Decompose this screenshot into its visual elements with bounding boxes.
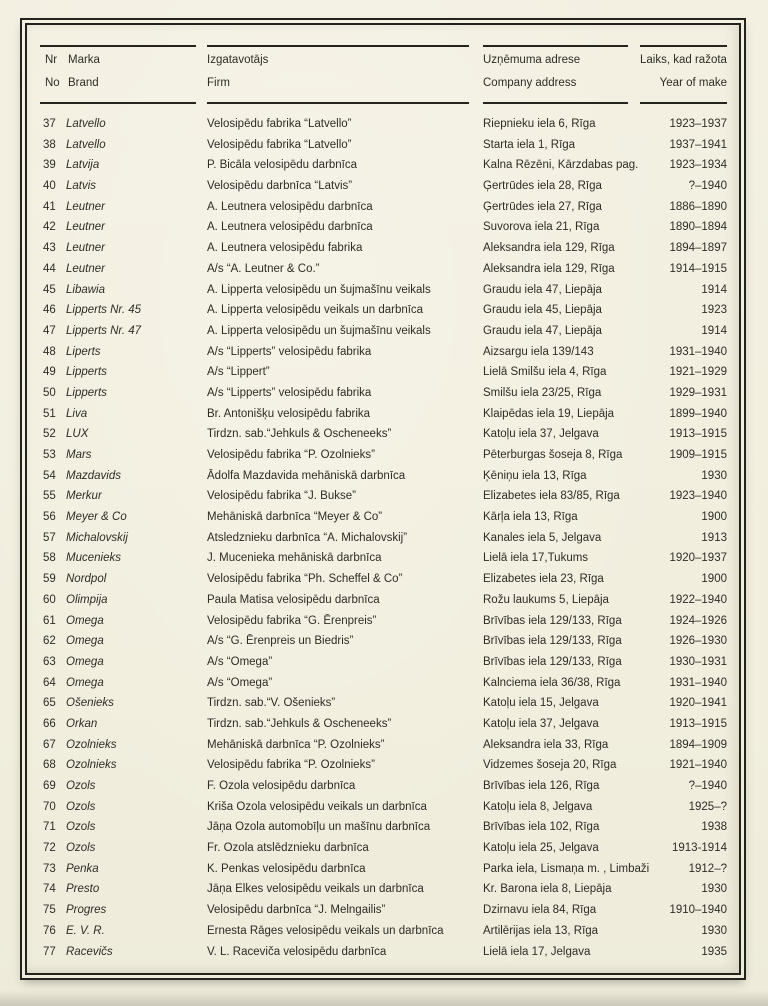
row-number: 76 xyxy=(43,924,56,937)
row-number: 62 xyxy=(43,635,56,648)
row-number: 49 xyxy=(43,366,56,379)
brand-cell: Omega xyxy=(66,635,104,648)
firm-cell: A. Lipperta velosipēdu un šujmašīnu veikals xyxy=(207,283,431,296)
address-cell: Kr. Barona iela 8, Liepāja xyxy=(483,883,612,896)
table-row xyxy=(0,342,768,363)
address-cell: Katoļu iela 8, Jelgava xyxy=(483,800,593,813)
table-row xyxy=(0,631,768,652)
table-row xyxy=(0,300,768,321)
brand-cell: Omega xyxy=(66,676,104,689)
years-cell: 1913-1914 xyxy=(672,842,727,855)
firm-cell: A. Lipperta velosipēdu un šujmašīnu veikals xyxy=(207,324,431,337)
years-cell: 1935 xyxy=(701,945,727,958)
firm-cell: A. Leutnera velosipēdu darbnīca xyxy=(207,221,373,234)
table-row xyxy=(0,755,768,776)
years-cell: ?–1940 xyxy=(688,780,727,792)
header-rule-bottom-year xyxy=(640,102,727,104)
firm-cell: Kriša Ozola velosipēdu veikals un darbnīca xyxy=(207,800,427,813)
table-row xyxy=(0,507,768,528)
brand-cell: Ozolnieks xyxy=(66,759,117,772)
address-cell: Klaipēdas iela 19, Liepāja xyxy=(483,407,615,420)
table-row xyxy=(0,197,768,218)
address-cell: Ķēniņu iela 13, Rīga xyxy=(483,469,587,482)
years-cell: ?–1940 xyxy=(688,180,727,193)
row-number: 66 xyxy=(43,717,56,730)
firm-cell: V. L. Raceviča velosipēdu darbnīca xyxy=(207,945,387,958)
firm-cell: Velosipēdu darbnīca “Latvis” xyxy=(207,180,353,193)
address-cell: Brīvības iela 129/133, Rīga xyxy=(483,635,622,648)
header-nr-lv: Nr xyxy=(45,54,58,66)
header-firm-lv: Izgatavotājs xyxy=(207,54,269,66)
years-cell: 1931–1940 xyxy=(669,345,727,358)
address-cell: Lielā iela 17,Tukums xyxy=(483,552,589,565)
brand-cell: Racevičs xyxy=(66,945,113,958)
brand-cell: E. V. R. xyxy=(66,924,105,937)
address-cell: Lielā iela 17, Jelgava xyxy=(483,945,591,958)
table-row xyxy=(0,238,768,259)
address-cell: Artilērijas iela 13, Rīga xyxy=(483,924,599,937)
row-number: 63 xyxy=(43,655,56,668)
table-row xyxy=(0,611,768,632)
row-number: 72 xyxy=(43,842,56,855)
brand-cell: Nordpol xyxy=(66,573,107,586)
years-cell: 1923 xyxy=(701,304,727,317)
row-number: 69 xyxy=(43,780,56,792)
years-cell: 1938 xyxy=(701,821,727,834)
table-row xyxy=(0,383,768,404)
table-row xyxy=(0,155,768,176)
table-row xyxy=(0,797,768,818)
row-number: 37 xyxy=(43,118,56,130)
table-row xyxy=(0,921,768,942)
brand-cell: Liperts xyxy=(66,345,101,358)
brand-cell: Ošenieks xyxy=(66,697,114,710)
row-number: 61 xyxy=(43,614,56,627)
brand-cell: Omega xyxy=(66,614,104,627)
years-cell: 1923–1940 xyxy=(669,490,727,503)
years-cell: 1930 xyxy=(701,924,727,937)
brand-cell: Latvello xyxy=(66,138,106,151)
row-number: 70 xyxy=(43,800,56,813)
years-cell: 1925–? xyxy=(688,800,727,813)
brand-cell: Leutner xyxy=(66,200,106,213)
years-cell: 1923–1937 xyxy=(669,118,727,130)
row-number: 52 xyxy=(43,428,56,441)
years-cell: 1894–1909 xyxy=(669,738,727,751)
firm-cell: Fr. Ozola atslēdznieku darbnīca xyxy=(207,842,369,855)
row-number: 68 xyxy=(43,759,56,772)
years-cell: 1912–? xyxy=(688,862,727,875)
brand-cell: Omega xyxy=(66,655,104,668)
row-number: 75 xyxy=(43,904,56,917)
row-number: 53 xyxy=(43,449,56,461)
address-cell: Smilšu iela 23/25, Rīga xyxy=(483,386,602,399)
firm-cell: A. Lipperta velosipēdu veikals un darbnīca xyxy=(207,304,424,317)
years-cell: 1921–1940 xyxy=(669,759,727,772)
table-row xyxy=(0,817,768,838)
address-cell: Brīvības iela 126, Rīga xyxy=(483,780,600,792)
firm-cell: J. Mucenieka mehāniskā darbnīca xyxy=(207,552,382,565)
table-row xyxy=(0,838,768,859)
address-cell: Elizabetes iela 23, Rīga xyxy=(483,573,604,586)
address-cell: Graudu iela 45, Liepāja xyxy=(483,304,602,317)
table-row xyxy=(0,259,768,280)
brand-cell: Lipperts Nr. 47 xyxy=(66,324,141,337)
header-year-en: Year of make xyxy=(659,77,727,89)
firm-cell: Velosipēdu fabrika “J. Bukse” xyxy=(207,490,356,503)
address-cell: Kārļa iela 13, Rīga xyxy=(483,511,578,524)
firm-cell: A/s “Lipperts” velosipēdu fabrika xyxy=(207,345,372,358)
table-row xyxy=(0,404,768,425)
header-rule-bottom-nr-marka xyxy=(40,102,196,104)
header-rule-bottom-firm xyxy=(207,102,469,104)
address-cell: Katoļu iela 37, Jelgava xyxy=(483,717,599,730)
row-number: 56 xyxy=(43,511,56,524)
years-cell: 1931–1940 xyxy=(669,676,727,689)
brand-cell: Ozolnieks xyxy=(66,738,117,751)
address-cell: Graudu iela 47, Liepāja xyxy=(483,324,602,337)
brand-cell: Merkur xyxy=(66,490,102,503)
years-cell: 1894–1897 xyxy=(669,242,727,255)
table-row xyxy=(0,528,768,549)
brand-cell: Michalovskij xyxy=(66,531,128,544)
table-row xyxy=(0,280,768,301)
table-row xyxy=(0,714,768,735)
firm-cell: Jāņa Elkes velosipēdu veikals un darbnīca xyxy=(207,883,424,896)
brand-cell: Ozols xyxy=(66,800,96,813)
years-cell: 1900 xyxy=(701,573,727,586)
row-number: 38 xyxy=(43,138,56,151)
firm-cell: A/s “Omega” xyxy=(207,655,273,668)
address-cell: Aleksandra iela 33, Rīga xyxy=(483,738,609,751)
brand-cell: Ozols xyxy=(66,821,96,834)
years-cell: 1930 xyxy=(701,469,727,482)
brand-cell: Leutner xyxy=(66,221,106,234)
table-row xyxy=(0,486,768,507)
table-row xyxy=(0,693,768,714)
brand-cell: Mars xyxy=(66,449,92,461)
years-cell: 1899–1940 xyxy=(669,407,727,420)
firm-cell: Paula Matisa velosipēdu darbnīca xyxy=(207,593,380,606)
brand-cell: Penka xyxy=(66,862,99,875)
address-cell: Katoļu iela 25, Jelgava xyxy=(483,842,599,855)
years-cell: 1900 xyxy=(701,511,727,524)
firm-cell: Velosipēdu fabrika “P. Ozolnieks” xyxy=(207,759,375,772)
firm-cell: Velosipēdu fabrika “Latvello” xyxy=(207,118,352,130)
scan-bottom-shadow xyxy=(0,990,768,1006)
address-cell: Parka iela, Lismaņa m. , Limbaži xyxy=(483,862,650,875)
address-cell: Kalna Rēzēni, Kārzdabas pag. xyxy=(483,159,639,172)
brand-cell: Lipperts Nr. 45 xyxy=(66,304,141,317)
row-number: 54 xyxy=(43,469,56,482)
row-number: 44 xyxy=(43,262,56,275)
table-row xyxy=(0,135,768,156)
firm-cell: Velosipēdu fabrika “Latvello” xyxy=(207,138,352,151)
brand-cell: Libawia xyxy=(66,283,105,296)
address-cell: Aizsargu iela 139/143 xyxy=(483,345,594,358)
brand-cell: Leutner xyxy=(66,242,106,255)
firm-cell: A. Leutnera velosipēdu darbnīca xyxy=(207,200,373,213)
brand-cell: Latvello xyxy=(66,118,106,130)
years-cell: 1922–1940 xyxy=(669,593,727,606)
address-cell: Dzirnavu iela 84, Rīga xyxy=(483,904,597,917)
row-number: 71 xyxy=(43,821,56,834)
row-number: 59 xyxy=(43,573,56,586)
firm-cell: Ādolfa Mazdavida mehāniskā darbnīca xyxy=(207,469,406,482)
row-number: 42 xyxy=(43,221,56,234)
address-cell: Katoļu iela 15, Jelgava xyxy=(483,697,599,710)
firm-cell: Jāņa Ozola automobīļu un mašīnu darbnīca xyxy=(207,821,431,834)
table-row xyxy=(0,673,768,694)
header-address-en: Company address xyxy=(483,77,577,89)
table-row xyxy=(0,321,768,342)
table-row xyxy=(0,735,768,756)
row-number: 67 xyxy=(43,738,56,751)
table-row xyxy=(0,362,768,383)
years-cell: 1914 xyxy=(701,324,727,337)
brand-cell: Olimpija xyxy=(66,593,108,606)
header-marka-lv: Marka xyxy=(68,54,100,66)
brand-cell: Meyer & Co xyxy=(66,511,127,524)
brand-cell: Presto xyxy=(66,883,100,896)
header-rule-top-nr-marka xyxy=(40,45,196,47)
address-cell: Kanales iela 5, Jelgava xyxy=(483,531,602,544)
header-rule-top-address xyxy=(483,45,628,47)
table-row xyxy=(0,569,768,590)
firm-cell: A/s “G. Ērenpreis un Biedris” xyxy=(207,635,354,648)
table-row xyxy=(0,176,768,197)
firm-cell: Velosipēdu darbnīca “J. Melngailis” xyxy=(207,904,386,917)
years-cell: 1913 xyxy=(701,531,727,544)
brand-cell: Ozols xyxy=(66,842,96,855)
years-cell: 1924–1926 xyxy=(669,614,727,627)
table-row xyxy=(0,424,768,445)
header-address-lv: Uzņēmuma adrese xyxy=(483,54,581,66)
firm-cell: Atsledznieku darbnīca “A. Michalovskij” xyxy=(207,531,408,544)
brand-cell: Orkan xyxy=(66,717,98,730)
row-number: 45 xyxy=(43,283,56,296)
row-number: 57 xyxy=(43,531,56,544)
address-cell: Aleksandra iela 129, Rīga xyxy=(483,262,615,275)
firm-cell: Velosipēdu fabrika “G. Ērenpreis” xyxy=(207,614,377,627)
table-row xyxy=(0,942,768,963)
header-marka-en: Brand xyxy=(68,77,99,89)
years-cell: 1890–1894 xyxy=(669,221,727,234)
brand-cell: Mucenieks xyxy=(66,552,121,565)
row-number: 40 xyxy=(43,180,56,193)
brand-cell: Progres xyxy=(66,904,107,917)
firm-cell: A/s “Lipperts” velosipēdu fabrika xyxy=(207,386,372,399)
address-cell: Starta iela 1, Rīga xyxy=(483,138,576,151)
header-year-lv: Laiks, kad ražota xyxy=(640,54,727,66)
years-cell: 1929–1931 xyxy=(669,386,727,399)
row-number: 48 xyxy=(43,345,56,358)
address-cell: Aleksandra iela 129, Rīga xyxy=(483,242,615,255)
years-cell: 1921–1929 xyxy=(669,366,727,379)
firm-cell: Velosipēdu fabrika “P. Ozolnieks” xyxy=(207,449,375,461)
firm-cell: A/s “Omega” xyxy=(207,676,273,689)
address-cell: Katoļu iela 37, Jelgava xyxy=(483,428,599,441)
brand-cell: Latvija xyxy=(66,159,100,172)
address-cell: Graudu iela 47, Liepāja xyxy=(483,283,602,296)
firm-cell: A/s “Lippert” xyxy=(207,366,270,379)
row-number: 58 xyxy=(43,552,56,565)
address-cell: Brīvības iela 102, Rīga xyxy=(483,821,600,834)
table-row xyxy=(0,548,768,569)
row-number: 60 xyxy=(43,593,56,606)
brand-cell: Ozols xyxy=(66,780,96,792)
address-cell: Ģertrūdes iela 28, Rīga xyxy=(483,180,602,193)
firm-cell: A. Leutnera velosipēdu fabrika xyxy=(207,242,363,255)
firm-cell: Mehāniskā darbnīca “Meyer & Co” xyxy=(207,511,383,524)
brand-cell: LUX xyxy=(66,428,89,441)
years-cell: 1926–1930 xyxy=(669,635,727,648)
firm-cell: Tirdzn. sab.“V. Ošenieks” xyxy=(207,697,336,710)
table-row xyxy=(0,590,768,611)
row-number: 77 xyxy=(43,945,56,958)
years-cell: 1920–1937 xyxy=(669,552,727,565)
firm-cell: Tirdzn. sab.“Jehkuls & Oscheneeks” xyxy=(207,717,392,730)
years-cell: 1913–1915 xyxy=(669,428,727,441)
years-cell: 1920–1941 xyxy=(669,697,727,710)
header-firm-en: Firm xyxy=(207,77,230,89)
table-row xyxy=(0,859,768,880)
firm-cell: F. Ozola velosipēdu darbnīca xyxy=(207,780,356,792)
row-number: 39 xyxy=(43,159,56,172)
header-rule-top-firm xyxy=(207,45,469,47)
years-cell: 1886–1890 xyxy=(669,200,727,213)
firm-cell: Ernesta Rāges velosipēdu veikals un darbnīca xyxy=(207,924,444,937)
row-number: 50 xyxy=(43,386,56,399)
table-row xyxy=(0,776,768,797)
firm-cell: Br. Antonišķu velosipēdu fabrika xyxy=(207,407,371,420)
address-cell: Elizabetes iela 83/85, Rīga xyxy=(483,490,620,503)
firm-cell: K. Penkas velosipēdu darbnīca xyxy=(207,862,366,875)
brand-cell: Mazdavids xyxy=(66,469,121,482)
years-cell: 1923–1934 xyxy=(669,159,727,172)
row-number: 73 xyxy=(43,862,56,875)
years-cell: 1909–1915 xyxy=(669,449,727,461)
address-cell: Riepnieku iela 6, Rīga xyxy=(483,118,596,130)
brand-cell: Leutner xyxy=(66,262,106,275)
years-cell: 1937–1941 xyxy=(669,138,727,151)
address-cell: Pēterburgas šoseja 8, Rīga xyxy=(483,449,623,461)
address-cell: Ģertrūdes iela 27, Rīga xyxy=(483,200,602,213)
row-number: 46 xyxy=(43,304,56,317)
row-number: 64 xyxy=(43,676,56,689)
header-nr-en: No xyxy=(45,77,60,89)
brand-cell: Latvis xyxy=(66,180,97,193)
years-cell: 1910–1940 xyxy=(669,904,727,917)
address-cell: Brīvības iela 129/133, Rīga xyxy=(483,614,622,627)
address-cell: Rožu laukums 5, Liepāja xyxy=(483,593,609,606)
years-cell: 1914–1915 xyxy=(669,262,727,275)
row-number: 74 xyxy=(43,883,56,896)
row-number: 47 xyxy=(43,324,56,337)
address-cell: Suvorova iela 21, Rīga xyxy=(483,221,600,234)
brand-cell: Lipperts xyxy=(66,386,107,399)
firm-cell: Velosipēdu fabrika “Ph. Scheffel & Co” xyxy=(207,573,403,586)
brand-cell: Lipperts xyxy=(66,366,107,379)
address-cell: Lielā Smilšu iela 4, Rīga xyxy=(483,366,607,379)
table-row xyxy=(0,445,768,466)
row-number: 41 xyxy=(43,200,56,213)
row-number: 55 xyxy=(43,490,56,503)
header-rule-top-year xyxy=(640,45,727,47)
firm-cell: Tirdzn. sab.“Jehkuls & Oscheneeks” xyxy=(207,428,392,441)
years-cell: 1930 xyxy=(701,883,727,896)
firm-cell: P. Bicāla velosipēdu darbnīca xyxy=(207,159,358,172)
table-row xyxy=(0,879,768,900)
years-cell: 1913–1915 xyxy=(669,717,727,730)
address-cell: Brīvības iela 129/133, Rīga xyxy=(483,655,622,668)
row-number: 51 xyxy=(43,407,56,420)
table-row xyxy=(0,466,768,487)
table-row xyxy=(0,900,768,921)
table-row xyxy=(0,652,768,673)
table-rows xyxy=(0,114,768,962)
firm-cell: Mehāniskā darbnīca “P. Ozolnieks” xyxy=(207,738,385,751)
address-cell: Vidzemes šoseja 20, Rīga xyxy=(483,759,617,772)
table-row xyxy=(0,217,768,238)
brand-cell: Liva xyxy=(66,407,88,420)
years-cell: 1914 xyxy=(701,283,727,296)
address-cell: Kalnciema iela 36/38, Rīga xyxy=(483,676,621,689)
years-cell: 1930–1931 xyxy=(669,655,727,668)
table-row xyxy=(0,114,768,135)
header-rule-bottom-address xyxy=(483,102,628,104)
row-number: 65 xyxy=(43,697,56,710)
row-number: 43 xyxy=(43,242,56,255)
firm-cell: A/s “A. Leutner & Co.” xyxy=(207,262,320,275)
